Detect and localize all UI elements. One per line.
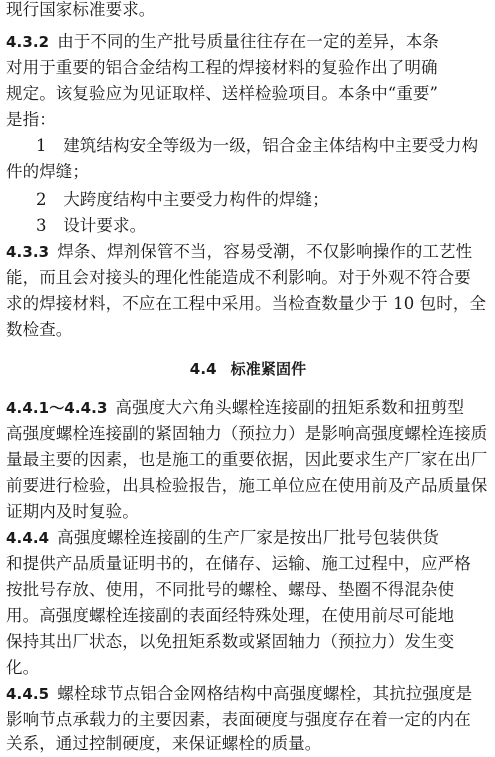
text-line: 高强度大六角头螺栓连接副的扭矩系数和扭剪型: [115, 398, 465, 417]
list-item: 2 大跨度结构中主要受力构件的焊缝；: [36, 190, 329, 209]
clause-4-3-3: [6, 239, 490, 265]
text-line: 规定。该复验应为见证取样、送样检验项目。本条中“重要”: [6, 84, 439, 103]
clause-number: 4.4.4: [6, 529, 50, 547]
text-line: 前要进行检验，出具检验报告，施工单位应在使用前及产品质量保: [6, 476, 488, 495]
text-line: 保持其出厂状态，以免扭矩系数或紧固轴力（预拉力）发生变: [6, 632, 455, 651]
text-line: 用。高强度螺栓连接副的表面经特殊处理，在使用前尽可能地: [6, 606, 455, 625]
section-heading: [6, 356, 490, 382]
text-line: 高强度螺栓连接副的紧固轴力（预拉力）是影响高强度螺栓连接质: [6, 424, 488, 443]
text-line: 件的焊缝；: [6, 162, 89, 181]
text-line: 和提供产品质量证明书的，在储存、运输、施工过程中，应严格: [6, 554, 471, 573]
text-line: 求的焊接材料，不应在工程中采用。当检查数量少于 10 包时，全: [6, 294, 487, 313]
section-title: 标准紧固件: [230, 360, 307, 378]
text-line: 是指：: [6, 110, 56, 129]
text-line: 对用于重要的铝合金结构工程的焊接材料的复验作出了明确: [6, 58, 438, 77]
text-line: 量最主要的因素，也是施工的重要依据，因此要求生产厂家在出厂: [6, 450, 488, 469]
text-line: 焊条、焊剂保管不当，容易受潮，不仅影响操作的工艺性: [57, 242, 473, 261]
clause-4-4-4: [6, 525, 490, 551]
list-item: 3 设计要求。: [36, 216, 147, 235]
text-line: 由于不同的生产批号质量往往存在一定的差异，本条: [57, 32, 440, 51]
clause-4-4-1: [6, 395, 490, 421]
clause-number: 4.3.3: [6, 243, 50, 261]
text-line: 螺栓球节点铝合金网格结构中高强度螺栓，其抗拉强度是: [57, 684, 473, 703]
text-line: 现行国家标准要求。: [6, 0, 156, 19]
clause-number: 4.4.5: [6, 685, 50, 703]
text-line: 影响节点承载力的主要因素，表面硬度与强度存在着一定的内在: [6, 710, 471, 729]
clause-number: 4.4.1～4.4.3: [6, 399, 108, 417]
text-line: 证期内及时复验。: [6, 502, 139, 521]
list-item: 1 建筑结构安全等级为一级，铝合金主体结构中主要受力构: [36, 136, 479, 155]
text-line: 化。: [6, 658, 40, 677]
text-line: 高强度螺栓连接副的生产厂家是按出厂批号包装供货: [57, 528, 440, 547]
text-line: 按批号存放、使用，不同批号的螺栓、螺母、垫圈不得混杂使: [6, 580, 455, 599]
section-number: 4.4: [189, 360, 217, 378]
text-line: 数检查。: [6, 320, 73, 339]
clause-4-3-2: [6, 29, 490, 55]
text-line: 能，而且会对接头的理化性能造成不利影响。对于外观不符合要: [6, 268, 471, 287]
clause-number: 4.3.2: [6, 33, 50, 51]
text-line: 关系，通过控制硬度，来保证螺栓的质量。: [6, 734, 322, 753]
clause-4-4-5: [6, 681, 490, 707]
